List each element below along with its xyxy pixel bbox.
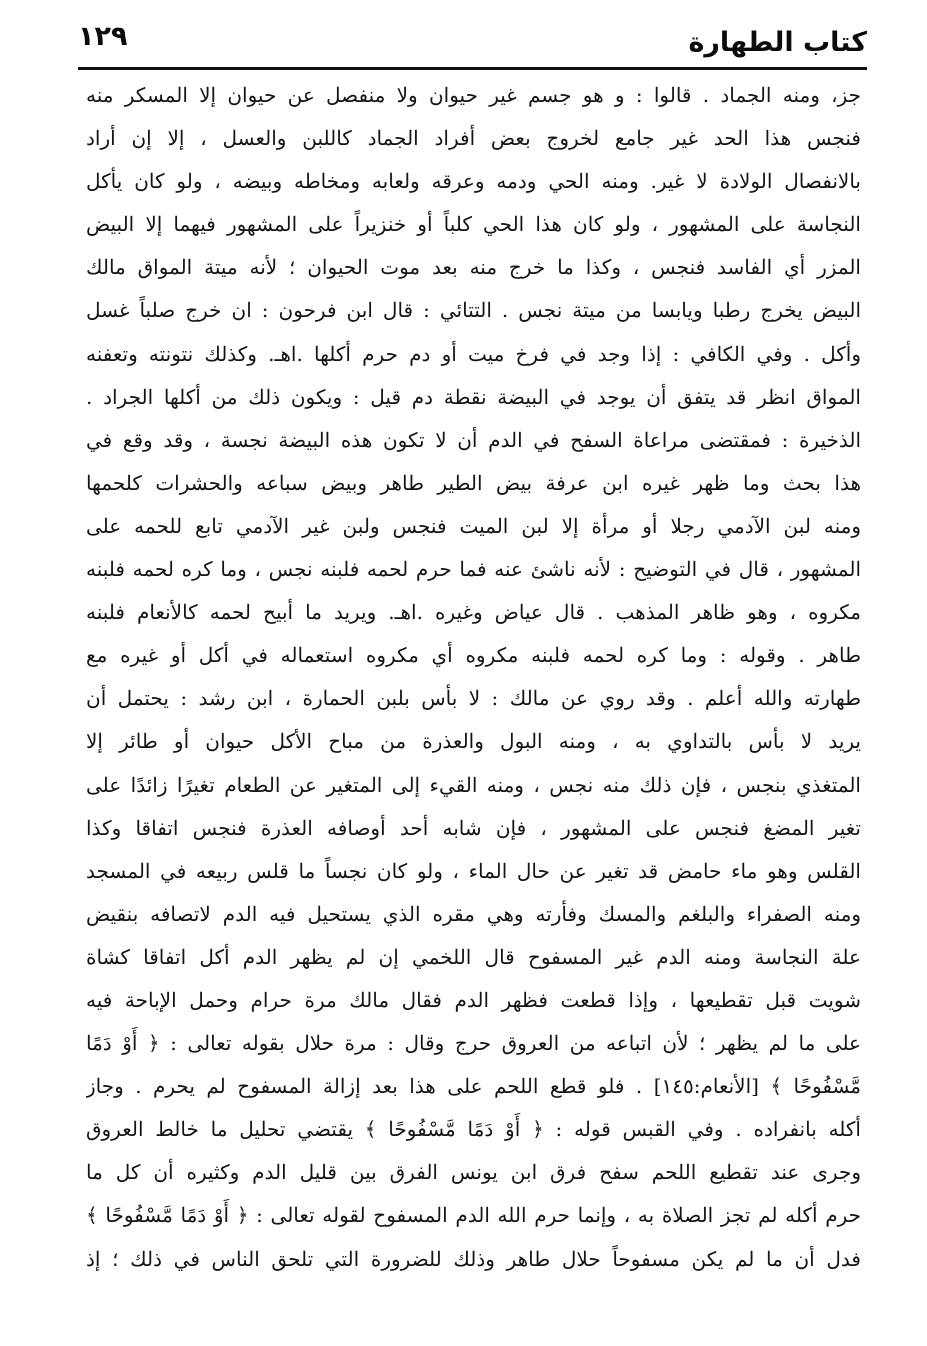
text-line: هذا بحث وما ظهر غيره ابن عرفة بيض الطير طاهر وبيض سباعه والحشرات كلحمها — [86, 470, 861, 495]
text-line: يريد لا بأس بالتداوي به ، ومنه البول والعذرة من مباح الأكل حيوان أو طائر إلا — [86, 729, 861, 754]
text-line: وأكل . وفي الكافي : إذا وجد في فرخ ميت أو دم حرم أكلها .اهـ. وكذلك نتونته وتعفنه — [86, 341, 861, 366]
page-header — [78, 14, 867, 66]
text-line: على ما لم يظهر ؛ لأن اتباعه من العروق حرج وقال : مرة حلال بقوله تعالى : ﴿ أَوْ دَمًا — [86, 1031, 861, 1056]
text-line: المتغذي بنجس ، فإن ذلك منه نجس ، ومنه القيء إلى المتغير عن الطعام تغيرًا زائدًا على — [86, 772, 861, 797]
running-title: كتاب الطهارة — [688, 27, 867, 58]
text-line: تغير المضغ فنجس على المشهور ، فإن شابه أحد أوصافه العذرة فنجس اتفاقا وكذا — [86, 815, 861, 840]
text-line: البيض يخرج رطبا ويابسا من ميتة نجس . التتائي : قال ابن فرحون : ان خرج صلباً غسل — [86, 298, 861, 323]
page-number: ١٢٩ — [78, 21, 128, 52]
text-line: جز، ومنه الجماد . قالوا : و هو جسم غير حيوان ولا منفصل عن حيوان إلا المسكر منه — [86, 83, 861, 107]
text-line: حرم أكله لم تجز الصلاة به ، وإنما حرم الله الدم المسفوح لقوله تعالى : ﴿ أَوْ دَمًا مَّسْفُوحًا ﴾ — [86, 1203, 861, 1228]
text-line: مَّسْفُوحًا ﴾ [الأنعام:١٤٥] . فلو قطع اللحم على هذا بعد إزالة المسفوح لم يحرم . وجاز — [86, 1074, 861, 1099]
text-line: ومنه الصفراء والبلغم والمسك وفأرته وهي مقره الذي يستحيل فيه الدم لاتصافه بنقيض — [86, 901, 861, 926]
text-line: المواق انظر قد يتفق أن يوجد في البيضة نقطة دم قيل : ويكون ذلك من أكلها الجراد . — [86, 384, 861, 409]
body-text — [86, 74, 861, 1281]
text-line: فنجس هذا الحد غير جامع لخروج بعض أفراد الجماد كاللبن والعسل ، إلا إن أراد — [86, 126, 861, 151]
text-line: المشهور ، قال في التوضيح : لأنه ناشئ عنه فما حرم لحمه فلبنه نجس ، وما كره لحمه فلبنه — [86, 557, 861, 582]
text-line: شويت قبل تقطيعها ، وإذا قطعت فظهر الدم فقال مالك مرة حرام وحمل الإباحة فيه — [86, 987, 861, 1012]
text-line: المزر أي الفاسد فنجس ، وكذا ما خرج منه بعد موت الحيوان ؛ لأنه ميتة المواق مالك — [86, 255, 861, 280]
text-line: مكروه ، وهو ظاهر المذهب . قال عياض وغيره .اهـ. ويريد ما أبيح لحمه كالأنعام فلبنه — [86, 600, 861, 625]
header-divider — [78, 67, 867, 70]
text-line: ومنه لبن الآدمي رجلا أو مرأة إلا لبن الميت فنجس ولبن غير الآدمي تابع للحمه على — [86, 513, 861, 538]
text-line: النجاسة على المشهور ، ولو كان هذا الحي كلباً أو خنزيراً على المشهور فيهما إلا البيض — [86, 212, 861, 237]
text-line: فدل أن ما لم يكن مسفوحاً حلال طاهر وذلك للضرورة التي تلحق الناس في ذلك ؛ إذ — [86, 1246, 861, 1271]
text-line: القلس وهو ماء حامض قد تغير عن حال الماء ، ولو كان نجساً ما قلس ربيعه في المسجد — [86, 858, 861, 883]
text-line: الذخيرة : فمقتضى مراعاة السفح في الدم أن لا تكون هذه البيضة نجسة ، وقد وقع في — [86, 427, 861, 452]
text-line: أكله بانفراده . وفي القبس قوله : ﴿ أَوْ دَمًا مَّسْفُوحًا ﴾ يقتضي تحليل ما خالط العروق — [86, 1117, 861, 1142]
text-line: طهارته والله أعلم . وقد روي عن مالك : لا بأس بلبن الحمارة ، ابن رشد : يحتمل أن — [86, 686, 861, 711]
text-line: بالانفصال الولادة لا غير. ومنه الحي ودمه وعرقه ولعابه ومخاطه وبيضه ، ولو كان يأكل — [86, 169, 861, 194]
text-line: وجرى عند تقطيع اللحم سفح فرق ابن يونس الفرق بين قليل الدم وكثيره أن كل ما — [86, 1160, 861, 1185]
text-line: طاهر . وقوله : وما كره لحمه فلبنه مكروه أي مكروه استعماله في أكل أو غيره مع — [86, 643, 861, 668]
text-line: علة النجاسة ومنه الدم غير المسفوح قال اللخمي إن لم يظهر الدم أكل اتفاقا كشاة — [86, 944, 861, 969]
